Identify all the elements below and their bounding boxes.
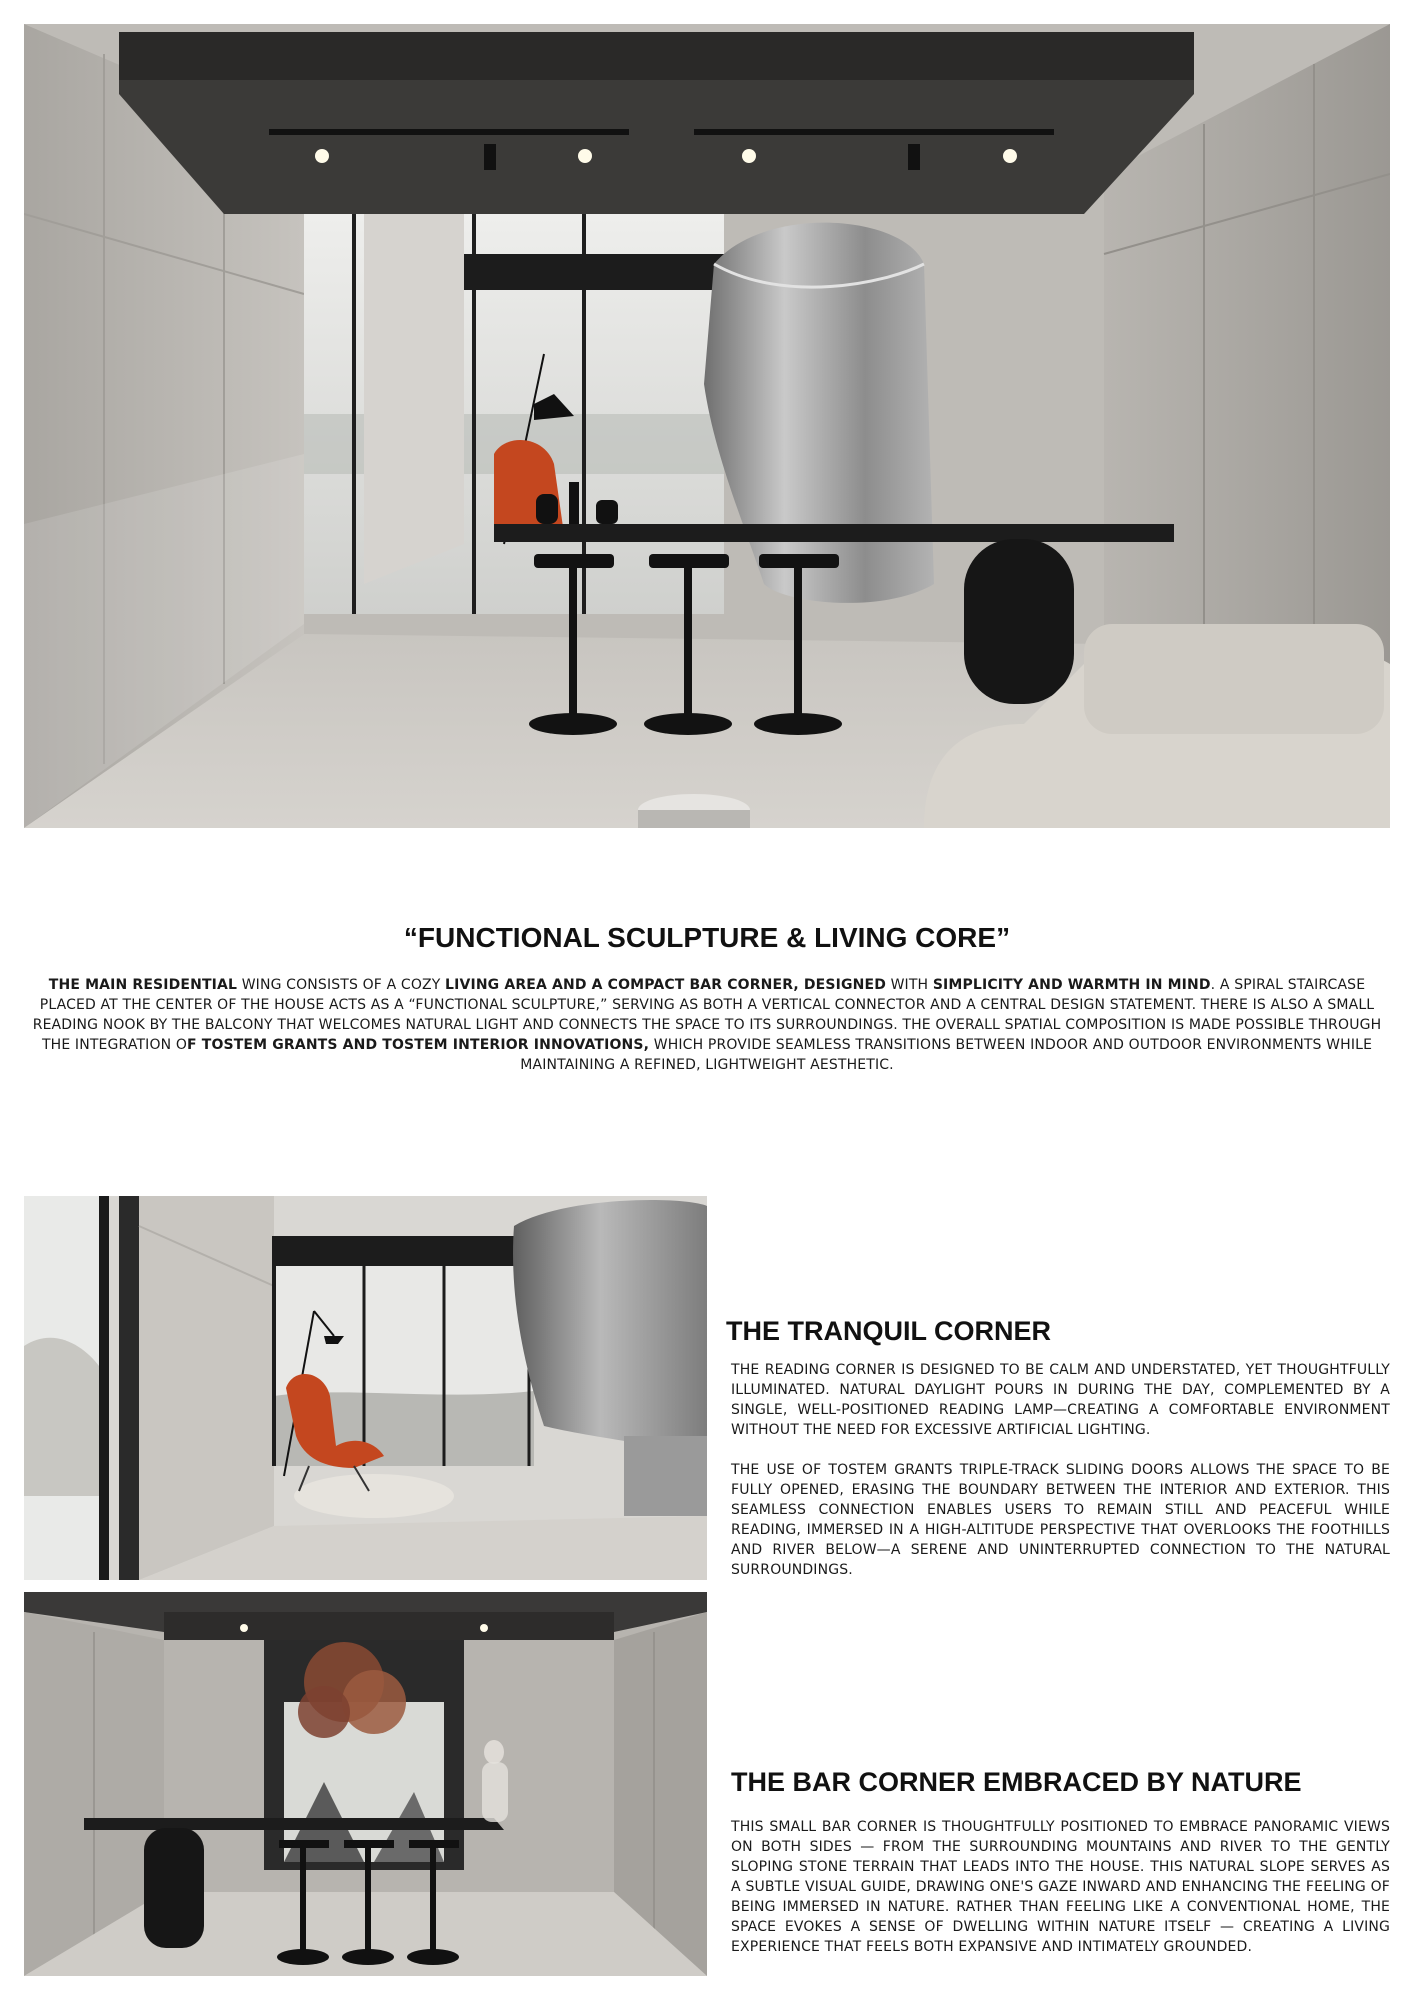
- intro-run: F TOSTEM GRANTS AND TOSTEM INTERIOR INNOVATIONS,: [187, 1037, 650, 1053]
- hero-image: [24, 24, 1390, 828]
- main-title: “FUNCTIONAL SCULPTURE & LIVING CORE”: [403, 922, 1011, 953]
- intro-paragraph: [30, 975, 1384, 1075]
- intro-run: WHICH PROVIDE SEAMLESS TRANSITIONS BETWEEN INDOOR AND OUTDOOR ENVIRONMENTS WHILE MAINTAINING A REFINED, LIGHTWEIGHT AESTHETIC.: [520, 1037, 1373, 1073]
- tranquil-paragraph-2: THE USE OF TOSTEM GRANTS TRIPLE-TRACK SLIDING DOORS ALLOWS THE SPACE TO BE FULLY OPENED, ERASING THE BOUNDARY BETWEEN THE INTERIOR AND EXTERIOR. THIS SEAMLESS CONNECTION ENABLES USERS TO REMAIN STILL AND PEACEFUL WHILE READING, IMMERSED IN A HIGH-ALTITUDE PERSPECTIVE THAT OVERLOOKS THE FOOTHILLS AND RIVER BELOW—A SERENE AND UNINTERRUPTED CONNECTION TO THE NATURAL SURROUNDINGS.: [731, 1462, 1390, 1578]
- intro-run: . A SPIRAL STAIRCASE PLACED AT THE CENTER OF THE HOUSE ACTS AS A “FUNCTIONAL SCULPTURE,” SERVING AS BOTH A VERTICAL CONNECTOR AND A CENTRAL DESIGN STATEMENT. THERE IS ALSO A SMALL READING NOOK BY THE BALCONY THAT WELCOMES NATURAL LIGHT AND CONNECTS THE SPACE TO ITS SURROUNDINGS. THE OVERALL SPATIAL COMPOSITION IS MADE POSSIBLE THROUGH THE INTEGRATION O: [32, 977, 1382, 1053]
- bar-corner-image: [24, 1592, 707, 1976]
- reading-corner-image: [24, 1196, 707, 1580]
- intro-run: WING CONSISTS OF A COZY: [237, 977, 446, 993]
- reading-corner-render: [24, 1196, 707, 1580]
- intro-run: SIMPLICITY AND WARMTH IN MIND: [932, 977, 1211, 993]
- intro-run: LIVING AREA AND A COMPACT BAR CORNER, DESIGNED: [445, 977, 886, 993]
- bar-corner-render: [24, 1592, 707, 1976]
- tranquil-paragraph-1: THE READING CORNER IS DESIGNED TO BE CALM AND UNDERSTATED, YET THOUGHTFULLY ILLUMINATED. NATURAL DAYLIGHT POURS IN DURING THE DAY, COMPLEMENTED BY A SINGLE, WELL-POSITIONED READING LAMP—CREATING A COMFORTABLE ENVIRONMENT WITHOUT THE NEED FOR EXCESSIVE ARTIFICIAL LIGHTING.: [731, 1362, 1390, 1438]
- hero-render-living-bar: [24, 24, 1390, 828]
- tranquil-corner-title: THE TRANQUIL CORNER: [726, 1316, 1052, 1346]
- bar-corner-title: THE BAR CORNER EMBRACED BY NATURE: [731, 1767, 1302, 1797]
- intro-run: THE MAIN RESIDENTIAL: [48, 977, 238, 993]
- bar-paragraph: THIS SMALL BAR CORNER IS THOUGHTFULLY POSITIONED TO EMBRACE PANORAMIC VIEWS ON BOTH SIDES — FROM THE SURROUNDING MOUNTAINS AND RIVER TO THE GENTLY SLOPING STONE TERRAIN THAT LEADS INTO THE HOUSE. THIS NATURAL SLOPE SERVES AS A SUBTLE VISUAL GUIDE, DRAWING ONE'S GAZE INWARD AND ENHANCING THE FEELING OF BEING IMMERSED IN NATURE. RATHER THAN FEELING LIKE A CONVENTIONAL HOME, THE SPACE EVOKES A SENSE OF DWELLING WITHIN NATURE ITSELF — CREATING A LIVING EXPERIENCE THAT FEELS BOTH EXPANSIVE AND INTIMATELY GROUNDED.: [731, 1819, 1390, 1955]
- intro-run: WITH: [885, 977, 933, 993]
